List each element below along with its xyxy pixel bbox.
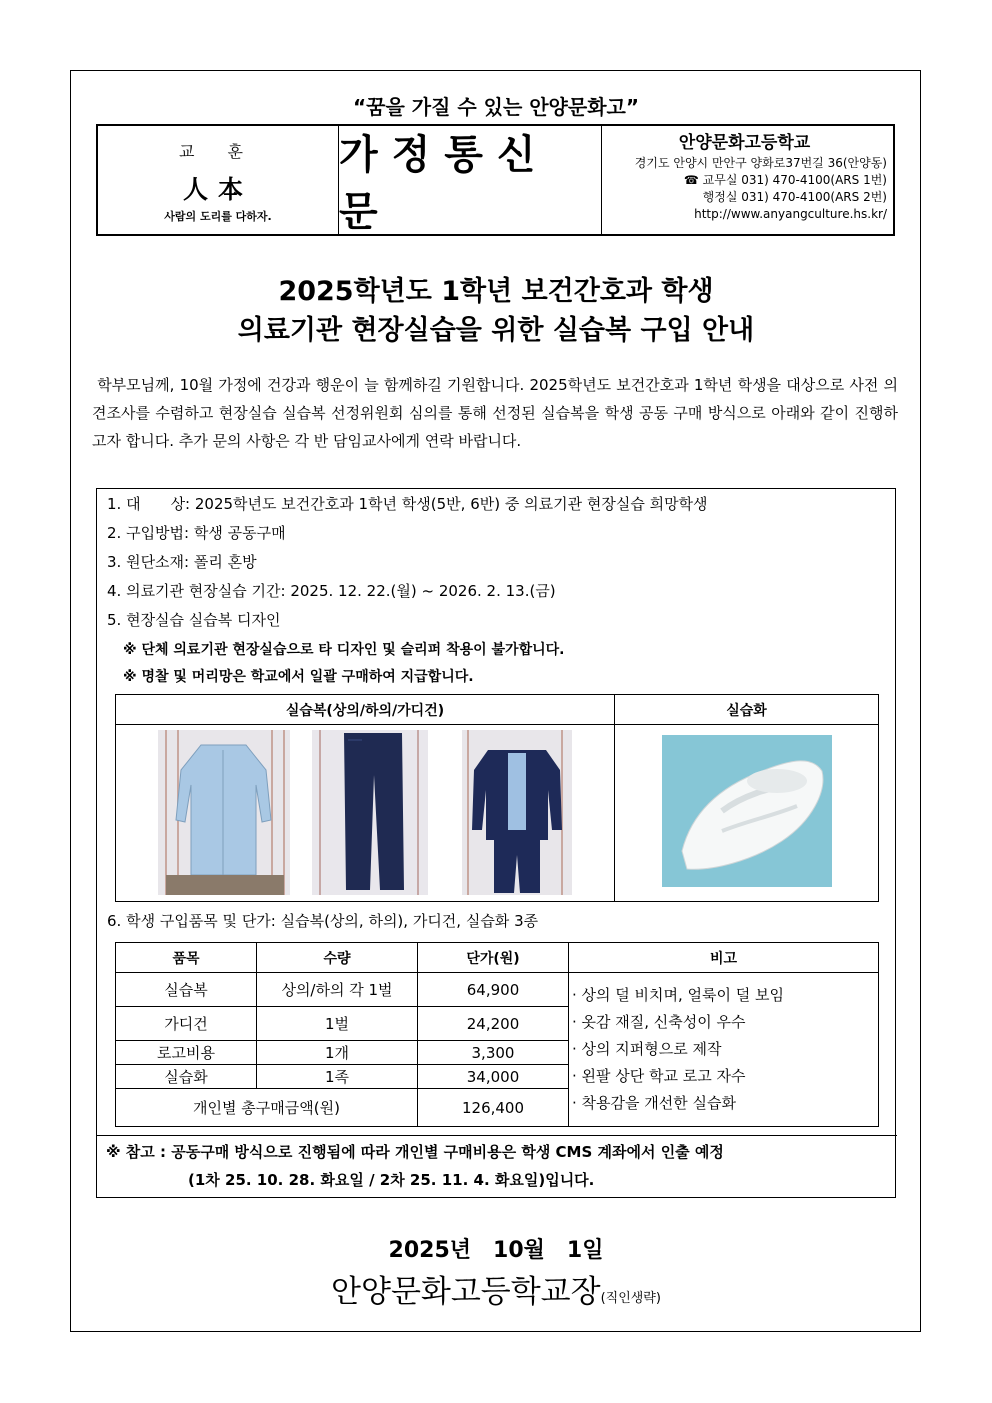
note-2: ※ 명찰 및 머리망은 학교에서 일괄 구매하여 지급합니다. <box>123 669 474 685</box>
item-3: 3. 원단소재: 폴리 혼방 <box>107 553 257 571</box>
principal-signature <box>0 1266 992 1311</box>
seal-note: (직인생략) <box>600 1291 661 1306</box>
price-qty: 1벌 <box>257 1007 418 1041</box>
item-5: 5. 현장실습 실습복 디자인 <box>107 611 281 629</box>
motto-label: 교 훈 <box>179 142 257 161</box>
title-line-2: 의료기관 현장실습을 위한 실습복 구입 안내 <box>237 315 755 346</box>
intro-paragraph <box>92 371 898 455</box>
price-qty: 1족 <box>257 1065 418 1089</box>
price-unit: 24,200 <box>418 1007 569 1041</box>
uniform-photos <box>116 725 615 902</box>
motto: 人本 <box>182 175 253 204</box>
school-name: 안양문화고등학교 <box>678 133 811 153</box>
price-header-unit: 단가(원) <box>418 943 569 973</box>
price-header-remarks: 비고 <box>569 943 879 973</box>
remark-item: · 상의 덜 비치며, 얼룩이 덜 보임 <box>572 986 785 1004</box>
price-total-label: 개인별 총구매금액(원) <box>116 1089 418 1127</box>
remark-item: · 옷감 재질, 신축성이 우수 <box>572 1013 746 1031</box>
design-table <box>115 694 879 902</box>
motto-box <box>98 126 339 234</box>
uniform-pants-photo <box>312 730 428 895</box>
price-header-qty: 수량 <box>257 943 418 973</box>
price-item: 가디건 <box>116 1007 257 1041</box>
intro-text: 학부모님께, 10월 가정에 건강과 행운이 늘 함께하길 기원합니다. 2025학년도 보건간호과 1학년 학생을 대상으로 사전 의견조사를 수렴하고 현장실습 실습복 선정위원회 심의를 통해 선정된 실습복을 학생 공동 구매 방식으로 아래와 같이 진행하고자 합니다. 추가 문의 사항은 각 반 담임교사에게 연락 바랍니다. <box>92 376 898 450</box>
letterhead <box>96 124 895 236</box>
item-2: 2. 구입방법: 학생 공동구매 <box>107 524 286 542</box>
doc-type-title: 가정통신문 <box>339 126 602 234</box>
motto-sub: 사람의 도리를 다하자. <box>164 210 272 223</box>
price-header-item: 품목 <box>116 943 257 973</box>
reference-line-2: (1차 25. 10. 28. 화요일 / 2차 25. 11. 4. 화요일)입니다. <box>188 1171 595 1189</box>
school-phone-1: ☎ 교무실 031) 470-4100(ARS 1번) <box>683 173 887 187</box>
shoe-photo-cell <box>615 725 879 902</box>
price-unit: 34,000 <box>418 1065 569 1089</box>
remark-item: · 왼팔 상단 학교 로고 자수 <box>572 1067 746 1085</box>
item-1: 1. 대 상: 2025학년도 보건간호과 1학년 학생(5반, 6반) 중 의료기관 현장실습 희망학생 <box>107 495 708 513</box>
item-6: 6. 학생 구입품목 및 단가: 실습복(상의, 하의), 가디건, 실습화 3종 <box>107 912 539 930</box>
school-address: 경기도 안양시 만안구 양화로37번길 36(안양동) <box>634 156 887 170</box>
price-item: 실습화 <box>116 1065 257 1089</box>
price-unit: 64,900 <box>418 973 569 1007</box>
school-url[interactable]: http://www.anyangculture.hs.kr/ <box>694 207 887 221</box>
price-item: 로고비용 <box>116 1041 257 1065</box>
note-1: ※ 단체 의료기관 현장실습으로 타 디자인 및 슬리퍼 착용이 불가합니다. <box>123 642 565 658</box>
shoe-photo <box>662 731 832 891</box>
uniform-cardigan-photo <box>462 730 572 895</box>
price-unit: 3,300 <box>418 1041 569 1065</box>
item-4: 4. 의료기관 현장실습 기간: 2025. 12. 22.(월) ~ 2026. 2. 13.(금) <box>107 582 556 600</box>
remark-item: · 착용감을 개선한 실습화 <box>572 1094 736 1112</box>
title-line-1: 2025학년도 1학년 보건간호과 학생 <box>278 276 714 307</box>
design-col-shoes: 실습화 <box>615 695 879 725</box>
price-qty: 상의/하의 각 1벌 <box>257 973 418 1007</box>
issue-date: 2025년 10월 1일 <box>388 1238 604 1263</box>
price-qty: 1개 <box>257 1041 418 1065</box>
reference-line-1: ※ 참고 : 공동구매 방식으로 진행됨에 따라 개인별 구매비용은 학생 CMS 계좌에서 인출 예정 <box>106 1143 724 1161</box>
slogan: “꿈을 가질 수 있는 안양문화고” <box>353 95 639 119</box>
price-item: 실습복 <box>116 973 257 1007</box>
principal-name: 안양문화고등학교장 <box>331 1274 601 1310</box>
price-remarks <box>572 982 784 1117</box>
reference-note <box>96 1138 896 1194</box>
school-info <box>602 126 893 234</box>
price-total-value: 126,400 <box>418 1089 569 1127</box>
reference-divider <box>97 1135 897 1136</box>
remark-item: · 상의 지퍼형으로 제작 <box>572 1040 722 1058</box>
school-phone-2: 행정실 031) 470-4100(ARS 2번) <box>702 190 887 204</box>
design-col-uniform: 실습복(상의/하의/가디건) <box>116 695 615 725</box>
uniform-top-photo <box>158 730 290 895</box>
